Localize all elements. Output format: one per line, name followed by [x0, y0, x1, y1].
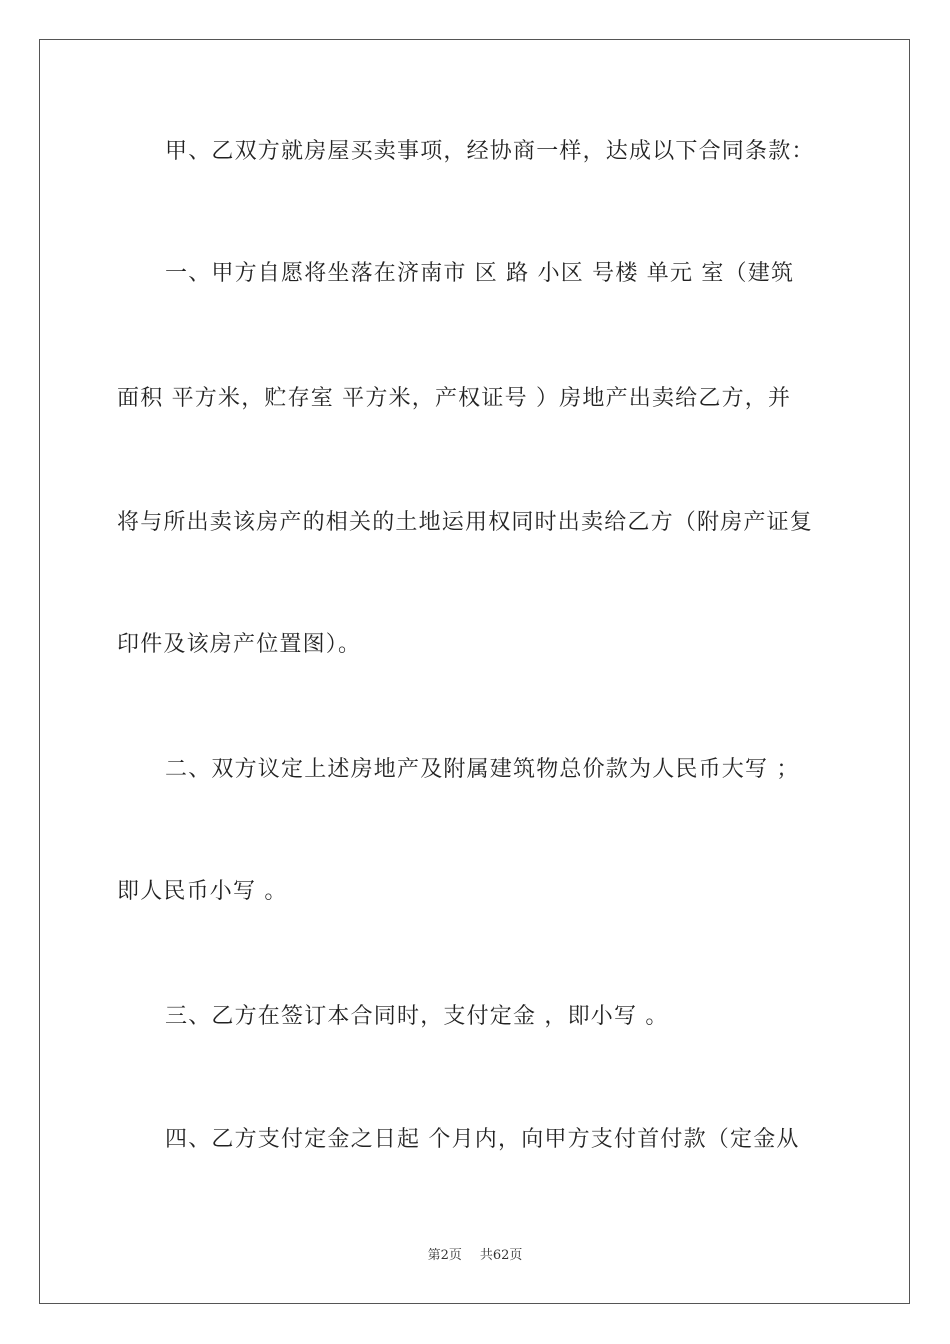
page-border: [39, 39, 910, 1304]
clause-1-line-4: 印件及该房产位置图）。: [117, 632, 362, 657]
total-pages: 共62页: [479, 1248, 523, 1263]
page-footer: [0, 1247, 950, 1265]
clause-3-line-1: 三、乙方在签订本合同时，支付定金 ，即小写 。: [165, 1004, 669, 1029]
clause-4-line-1: 四、乙方支付定金之日起 个月内，向甲方支付首付款（定金从: [165, 1127, 800, 1152]
current-page-number: 第2页: [427, 1248, 462, 1263]
paragraph-intro: 甲、乙双方就房屋买卖事项，经协商一样，达成以下合同条款：: [165, 139, 815, 164]
clause-1-line-2: 面积 平方米，贮存室 平方米，产权证号 ）房地产出卖给乙方，并: [117, 386, 792, 411]
clause-2-line-2: 即人民币小写 。: [117, 879, 288, 904]
clause-2-line-1: 二、双方议定上述房地产及附属建筑物总价款为人民币大写 ；: [165, 757, 800, 782]
clause-1-line-3: 将与所出卖该房产的相关的土地运用权同时出卖给乙方（附房产证复: [117, 510, 814, 535]
clause-1-line-1: 一、甲方自愿将坐落在济南市 区 路 小区 号楼 单元 室（建筑: [165, 261, 795, 286]
